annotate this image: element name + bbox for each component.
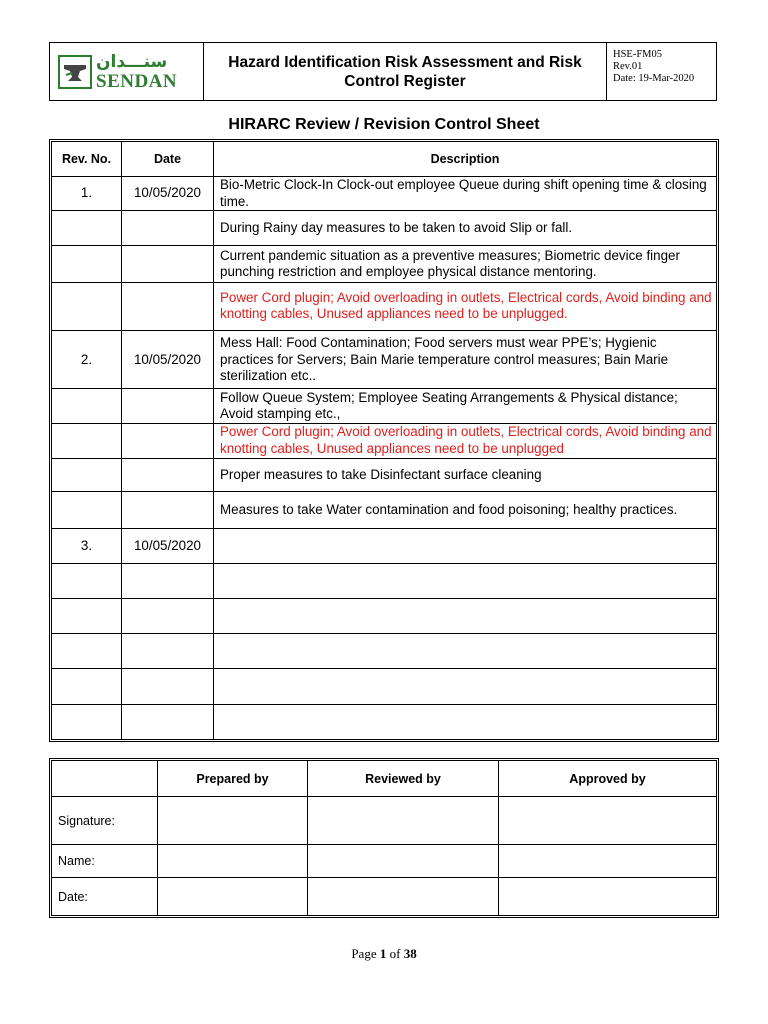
description-cell: Mess Hall: Food Contamination; Food servers must wear PPE’s; Hygienic practices for Servers; Bain Marie temperature control measures; Bain Marie sterilization etc.. [214,331,717,389]
description-cell: Proper measures to take Disinfectant surface cleaning [214,458,717,491]
table-row [52,389,717,423]
rev-no-cell [52,246,122,282]
prepared-by-header: Prepared by [158,761,308,797]
page-number [0,946,768,962]
table-row [52,246,717,282]
rev-no-cell [52,634,122,669]
date-row [52,878,717,916]
form-code: HSE-FM05 [613,49,663,60]
description-cell [214,704,717,739]
date-cell [122,634,214,669]
approved-by-name[interactable] [499,845,717,878]
revision-table-body [52,177,717,740]
rev-no-cell [52,704,122,739]
document-title: Hazard Identification Risk Assessment and Risk Control Register [204,43,607,100]
rev-no-cell [52,563,122,598]
reviewed-by-signature[interactable] [308,797,499,845]
date-cell [122,423,214,458]
date-cell [122,563,214,598]
description-header: Description [214,142,717,177]
date-label: Date: [52,878,158,916]
table-row [52,529,717,563]
description-cell: Power Cord plugin; Avoid overloading in outlets, Electrical cords, Avoid binding and knotting cables, Unused appliances need to be unplugged [214,423,717,458]
approved-by-signature[interactable] [499,797,717,845]
description-cell: Follow Queue System; Employee Seating Arrangements & Physical distance; Avoid stamping etc., [214,389,717,423]
company-logo [50,43,204,100]
date-cell [122,282,214,330]
rev-no-cell [52,458,122,491]
table-row [52,704,717,739]
rev-no-cell [52,389,122,423]
revision-number: Rev.01 [613,61,643,72]
table-row [52,282,717,330]
table-row [52,634,717,669]
revision-table-frame [49,139,719,742]
description-cell [214,529,717,563]
table-row [52,563,717,598]
approval-table [51,760,717,916]
table-row [52,331,717,389]
rev-no-cell [52,669,122,704]
page-separator: of [386,946,404,961]
signature-label: Signature: [52,797,158,845]
approved-by-date[interactable] [499,878,717,916]
description-cell: Power Cord plugin; Avoid overloading in outlets, Electrical cords, Avoid binding and knotting cables, Unused appliances need to be unplugged. [214,282,717,330]
rev-no-header: Rev. No. [52,142,122,177]
name-label: Name: [52,845,158,878]
revision-table [51,141,717,740]
date-cell [122,458,214,491]
page-total: 38 [403,946,417,961]
rev-no-cell [52,492,122,529]
table-row [52,177,717,211]
rev-no-cell [52,282,122,330]
approval-corner-cell [52,761,158,797]
signature-row [52,797,717,845]
page-current: 1 [379,946,387,961]
table-row [52,458,717,491]
date-cell: 10/05/2020 [122,331,214,389]
anvil-logo-icon [58,55,92,89]
rev-no-cell [52,423,122,458]
table-row [52,669,717,704]
rev-no-cell: 2. [52,331,122,389]
description-cell: Measures to take Water contamination and food poisoning; healthy practices. [214,492,717,529]
date-cell [122,598,214,633]
document-date: Date: 19-Mar-2020 [613,73,695,84]
table-row [52,423,717,458]
description-cell: During Rainy day measures to be taken to avoid Slip or fall. [214,211,717,246]
reviewed-by-name[interactable] [308,845,499,878]
prepared-by-name[interactable] [158,845,308,878]
rev-no-cell: 1. [52,177,122,211]
document-meta [607,43,716,100]
date-cell [122,389,214,423]
rev-no-cell [52,598,122,633]
logo-arabic-text: سنـــدان [96,51,168,72]
date-cell [122,211,214,246]
date-cell: 10/05/2020 [122,529,214,563]
date-cell [122,704,214,739]
date-cell [122,492,214,529]
approval-table-frame [49,758,719,918]
date-cell [122,669,214,704]
description-cell: Current pandemic situation as a preventive measures; Biometric device finger punching restriction and employee physical distance mentoring. [214,246,717,282]
name-row [52,845,717,878]
description-cell [214,598,717,633]
document-header [49,42,717,101]
description-cell: Bio-Metric Clock-In Clock-out employee Queue during shift opening time & closing time. [214,177,717,211]
prepared-by-signature[interactable] [158,797,308,845]
table-row [52,211,717,246]
description-cell [214,634,717,669]
reviewed-by-header: Reviewed by [308,761,499,797]
approval-header-row [52,761,717,797]
description-cell [214,563,717,598]
table-row [52,492,717,529]
revision-header-row [52,142,717,177]
table-row [52,598,717,633]
prepared-by-date[interactable] [158,878,308,916]
description-cell [214,669,717,704]
logo-name: SENDAN [96,70,178,92]
rev-no-cell: 3. [52,529,122,563]
sheet-title: HIRARC Review / Revision Control Sheet [228,116,540,133]
rev-no-cell [52,211,122,246]
date-header: Date [122,142,214,177]
page-prefix: Page [351,946,380,961]
reviewed-by-date[interactable] [308,878,499,916]
approved-by-header: Approved by [499,761,717,797]
date-cell: 10/05/2020 [122,177,214,211]
date-cell [122,246,214,282]
